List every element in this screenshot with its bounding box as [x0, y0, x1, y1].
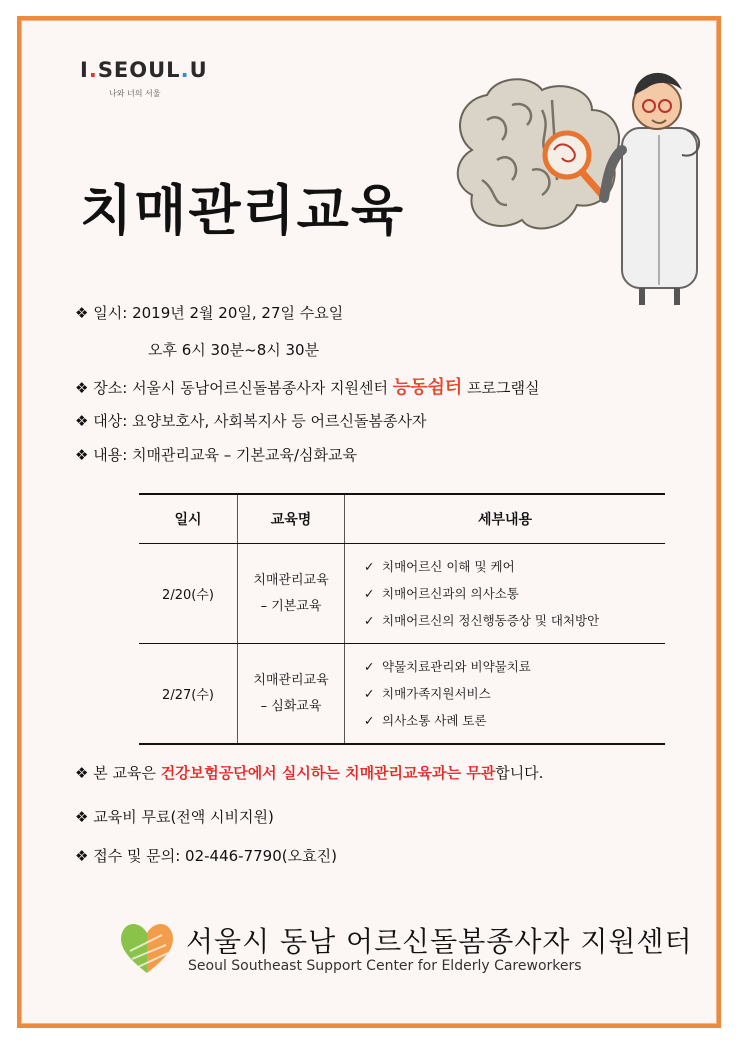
- logo-subtitle: 나와 너의 서울: [109, 89, 161, 98]
- detail-item: [364, 653, 664, 680]
- note-post: 합니다.: [495, 764, 544, 782]
- check-icon: ✓: [364, 713, 375, 728]
- date-label: 일시:: [93, 304, 128, 322]
- note-fee: [75, 806, 274, 827]
- content-value: 치매관리교육 – 기본교육/심화교육: [132, 446, 358, 464]
- note-contact: [75, 845, 337, 866]
- doctor-brain-illustration: [442, 40, 712, 310]
- info-time: 오후 6시 30분~8시 30분: [148, 341, 320, 359]
- detail-item: [364, 707, 664, 734]
- check-icon: ✓: [364, 659, 375, 674]
- logo-seoul: SEOUL: [97, 58, 181, 82]
- note-red: 건강보험공단에서 실시하는 치매관리교육과는 무관: [160, 764, 496, 782]
- place-label: 장소:: [93, 379, 128, 397]
- target-label: 대상:: [93, 412, 128, 430]
- header-course: 교육명: [238, 494, 345, 544]
- place-value: 서울시 동남어르신돌봄종사자 지원센터: [132, 379, 388, 397]
- bullet-icon: ❖: [75, 446, 89, 464]
- row-details: [345, 544, 666, 644]
- header-date: 일시: [139, 494, 238, 544]
- brain-icon: [458, 79, 619, 228]
- center-logo-icon: [116, 915, 178, 977]
- info-date: [75, 302, 343, 323]
- page-title: 치매관리교육: [80, 179, 405, 242]
- course-type: – 기본교육: [260, 598, 322, 614]
- bullet-icon: ❖: [75, 764, 89, 782]
- bullet-icon: ❖: [75, 379, 89, 397]
- iseoulu-logo: [80, 58, 208, 82]
- bullet-icon: ❖: [75, 808, 89, 826]
- bullet-icon: ❖: [75, 412, 89, 430]
- bullet-icon: ❖: [75, 304, 89, 322]
- detail-item: [364, 580, 664, 607]
- logo-dot-red: .: [88, 58, 98, 82]
- row-course: [238, 544, 345, 644]
- detail-text: 약물치료관리와 비약물치료: [382, 659, 531, 674]
- table-row: [139, 544, 665, 644]
- check-icon: ✓: [364, 559, 375, 574]
- course-type: – 심화교육: [260, 698, 322, 714]
- target-value: 요양보호사, 사회복지사 등 어르신돌봄종사자: [132, 412, 427, 430]
- date-value: 2019년 2월 20일, 27일 수요일: [132, 304, 344, 322]
- contact-text: 접수 및 문의: 02-446-7790(오효진): [93, 847, 337, 865]
- content-label: 내용:: [93, 446, 128, 464]
- logo-dot-blue: .: [180, 58, 190, 82]
- note-disclaimer: [75, 762, 543, 783]
- course-name: 치매관리교육: [253, 672, 329, 688]
- detail-text: 치매어르신의 정신행동증상 및 대처방안: [382, 613, 600, 628]
- logo-i: I: [80, 58, 89, 82]
- check-icon: ✓: [364, 613, 375, 628]
- info-content: [75, 444, 357, 465]
- doctor-icon: [604, 73, 699, 305]
- fee-text: 교육비 무료(전액 시비지원): [93, 808, 274, 826]
- row-course: [238, 644, 345, 745]
- detail-item: [364, 607, 664, 634]
- detail-text: 치매어르신 이해 및 케어: [382, 559, 515, 574]
- table-header-row: [139, 494, 665, 544]
- check-icon: ✓: [364, 586, 375, 601]
- detail-item: [364, 553, 664, 580]
- header-details: 세부내용: [345, 494, 666, 544]
- logo-u: U: [189, 58, 208, 82]
- detail-item: [364, 680, 664, 707]
- row-date: 2/27(수): [139, 644, 238, 745]
- bullet-icon: ❖: [75, 847, 89, 865]
- info-target: [75, 410, 426, 431]
- table-row: [139, 644, 665, 745]
- check-icon: ✓: [364, 686, 375, 701]
- row-details: [345, 644, 666, 745]
- row-date: 2/20(수): [139, 544, 238, 644]
- detail-text: 의사소통 사례 토론: [382, 713, 487, 728]
- note-pre: 본 교육은: [93, 764, 156, 782]
- schedule-table: [139, 493, 665, 745]
- detail-text: 치매가족지원서비스: [382, 686, 491, 701]
- course-name: 치매관리교육: [253, 572, 329, 588]
- info-place: [75, 373, 540, 399]
- place-highlight: 능동쉼터: [392, 377, 463, 398]
- center-name-en: Seoul Southeast Support Center for Elderly Careworkers: [188, 958, 582, 974]
- place-room: 프로그램실: [467, 379, 540, 397]
- detail-text: 치매어르신과의 의사소통: [382, 586, 519, 601]
- center-name-kr: 서울시 동남 어르신돌봄종사자 지원센터: [186, 925, 693, 958]
